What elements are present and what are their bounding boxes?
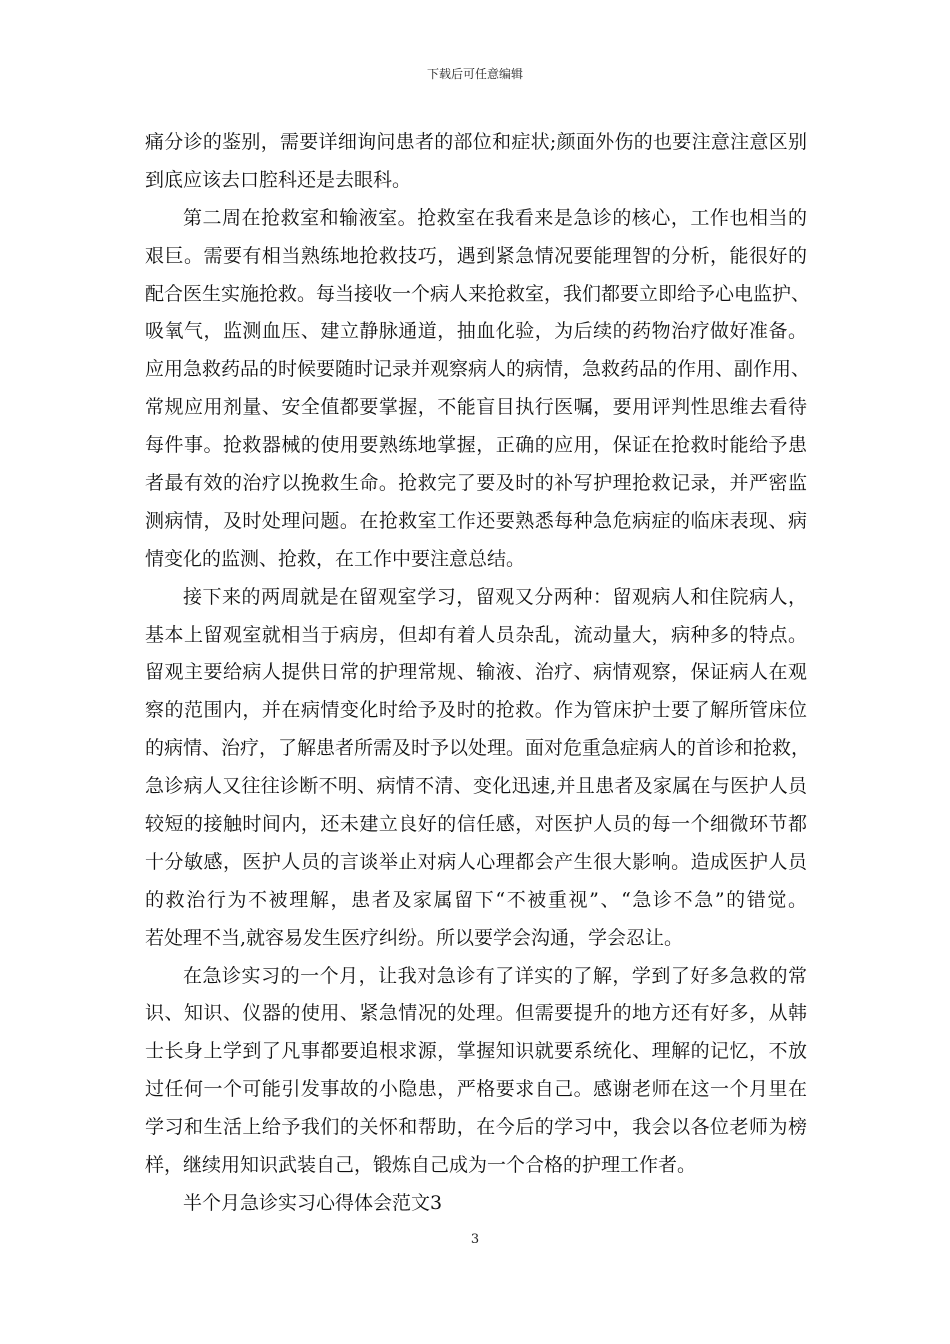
body-line: 痛分诊的鉴别，需要详细询问患者的部位和症状;颜面外伤的也要注意注意区别: [145, 131, 807, 153]
section-heading: 半个月急诊实习心得体会范文3: [183, 1191, 443, 1214]
body-line: 艰巨。需要有相当熟练地抢救技巧，遇到紧急情况要能理智的分析，能很好的: [145, 244, 807, 267]
body-line: 应用急救药品的时候要随时记录并观察病人的病情，急救药品的作用、副作用、: [145, 358, 811, 381]
body-line: 情变化的监测、抢救，在工作中要注意总结。: [145, 547, 526, 570]
body-line: 过任何一个可能引发事故的小隐患，严格要求自己。感谢老师在这一个月里在: [145, 1078, 807, 1101]
body-line: 吸氧气，监测血压、建立静脉通道，抽血化验，为后续的药物治疗做好准备。: [145, 320, 807, 343]
paragraph-first-line: 在急诊实习的一个月，让我对急诊有了详实的了解，学到了好多急救的常: [183, 964, 807, 987]
paragraph-first-line: 第二周在抢救室和输液室。抢救室在我看来是急诊的核心，工作也相当的: [183, 206, 807, 229]
body-line: 士长身上学到了凡事都要追根求源，掌握知识就要系统化、理解的记忆，不放: [145, 1040, 807, 1063]
body-line: 常规应用剂量、安全值都要掌握，不能盲目执行医嘱，要用评判性思维去看待: [145, 396, 807, 419]
body-line: 留观主要给病人提供日常的护理常规、输液、治疗、病情观察，保证病人在观: [145, 661, 807, 684]
paragraph-first-line: 接下来的两周就是在留观室学习，留观又分两种：留观病人和住院病人，: [183, 585, 807, 608]
body-line: 急诊病人又往往诊断不明、病情不清、变化迅速,并且患者及家属在与医护人员: [145, 775, 807, 798]
page-number: 3: [470, 1232, 480, 1247]
body-line: 每件事。抢救器械的使用要熟练地掌握，正确的应用，保证在抢救时能给予患: [145, 434, 807, 457]
body-line: 较短的接触时间内，还未建立良好的信任感，对医护人员的每一个细微环节都: [145, 813, 807, 836]
body-line: 十分敏感，医护人员的言谈举止对病人心理都会产生很大影响。造成医护人员: [145, 850, 807, 873]
body-line: 识、知识、仪器的使用、紧急情况的处理。但需要提升的地方还有好多，从韩: [145, 1002, 807, 1025]
body-line: 的救治行为不被理解，患者及家属留下“不被重视”、“急诊不急”的错觉。: [145, 888, 807, 911]
body-line: 若处理不当,就容易发生医疗纠纷。所以要学会沟通，学会忍让。: [145, 926, 684, 949]
body-line: 到底应该去口腔科还是去眼科。: [145, 168, 412, 191]
body-line: 样，继续用知识武装自己，锻炼自己成为一个合格的护理工作者。: [145, 1154, 697, 1177]
body-line: 测病情，及时处理问题。在抢救室工作还要熟悉每种急危病症的临床表现、病: [145, 509, 807, 532]
body-line: 的病情、治疗，了解患者所需及时予以处理。面对危重急症病人的首诊和抢救，: [145, 737, 811, 760]
body-line: 基本上留观室就相当于病房，但却有着人员杂乱，流动量大，病种多的特点。: [145, 623, 807, 646]
body-line: 察的范围内，并在病情变化时给予及时的抢救。作为管床护士要了解所管床位: [145, 699, 807, 722]
body-line: 配合医生实施抢救。每当接收一个病人来抢救室，我们都要立即给予心电监护、: [145, 282, 811, 305]
document-body: [145, 124, 811, 1223]
page-header: 下载后可任意编辑: [426, 67, 523, 81]
body-line: 学习和生活上给予我们的关怀和帮助，在今后的学习中，我会以各位老师为榜: [145, 1116, 807, 1139]
body-line: 者最有效的治疗以挽救生命。抢救完了要及时的补写护理抢救记录，并严密监: [145, 472, 807, 495]
